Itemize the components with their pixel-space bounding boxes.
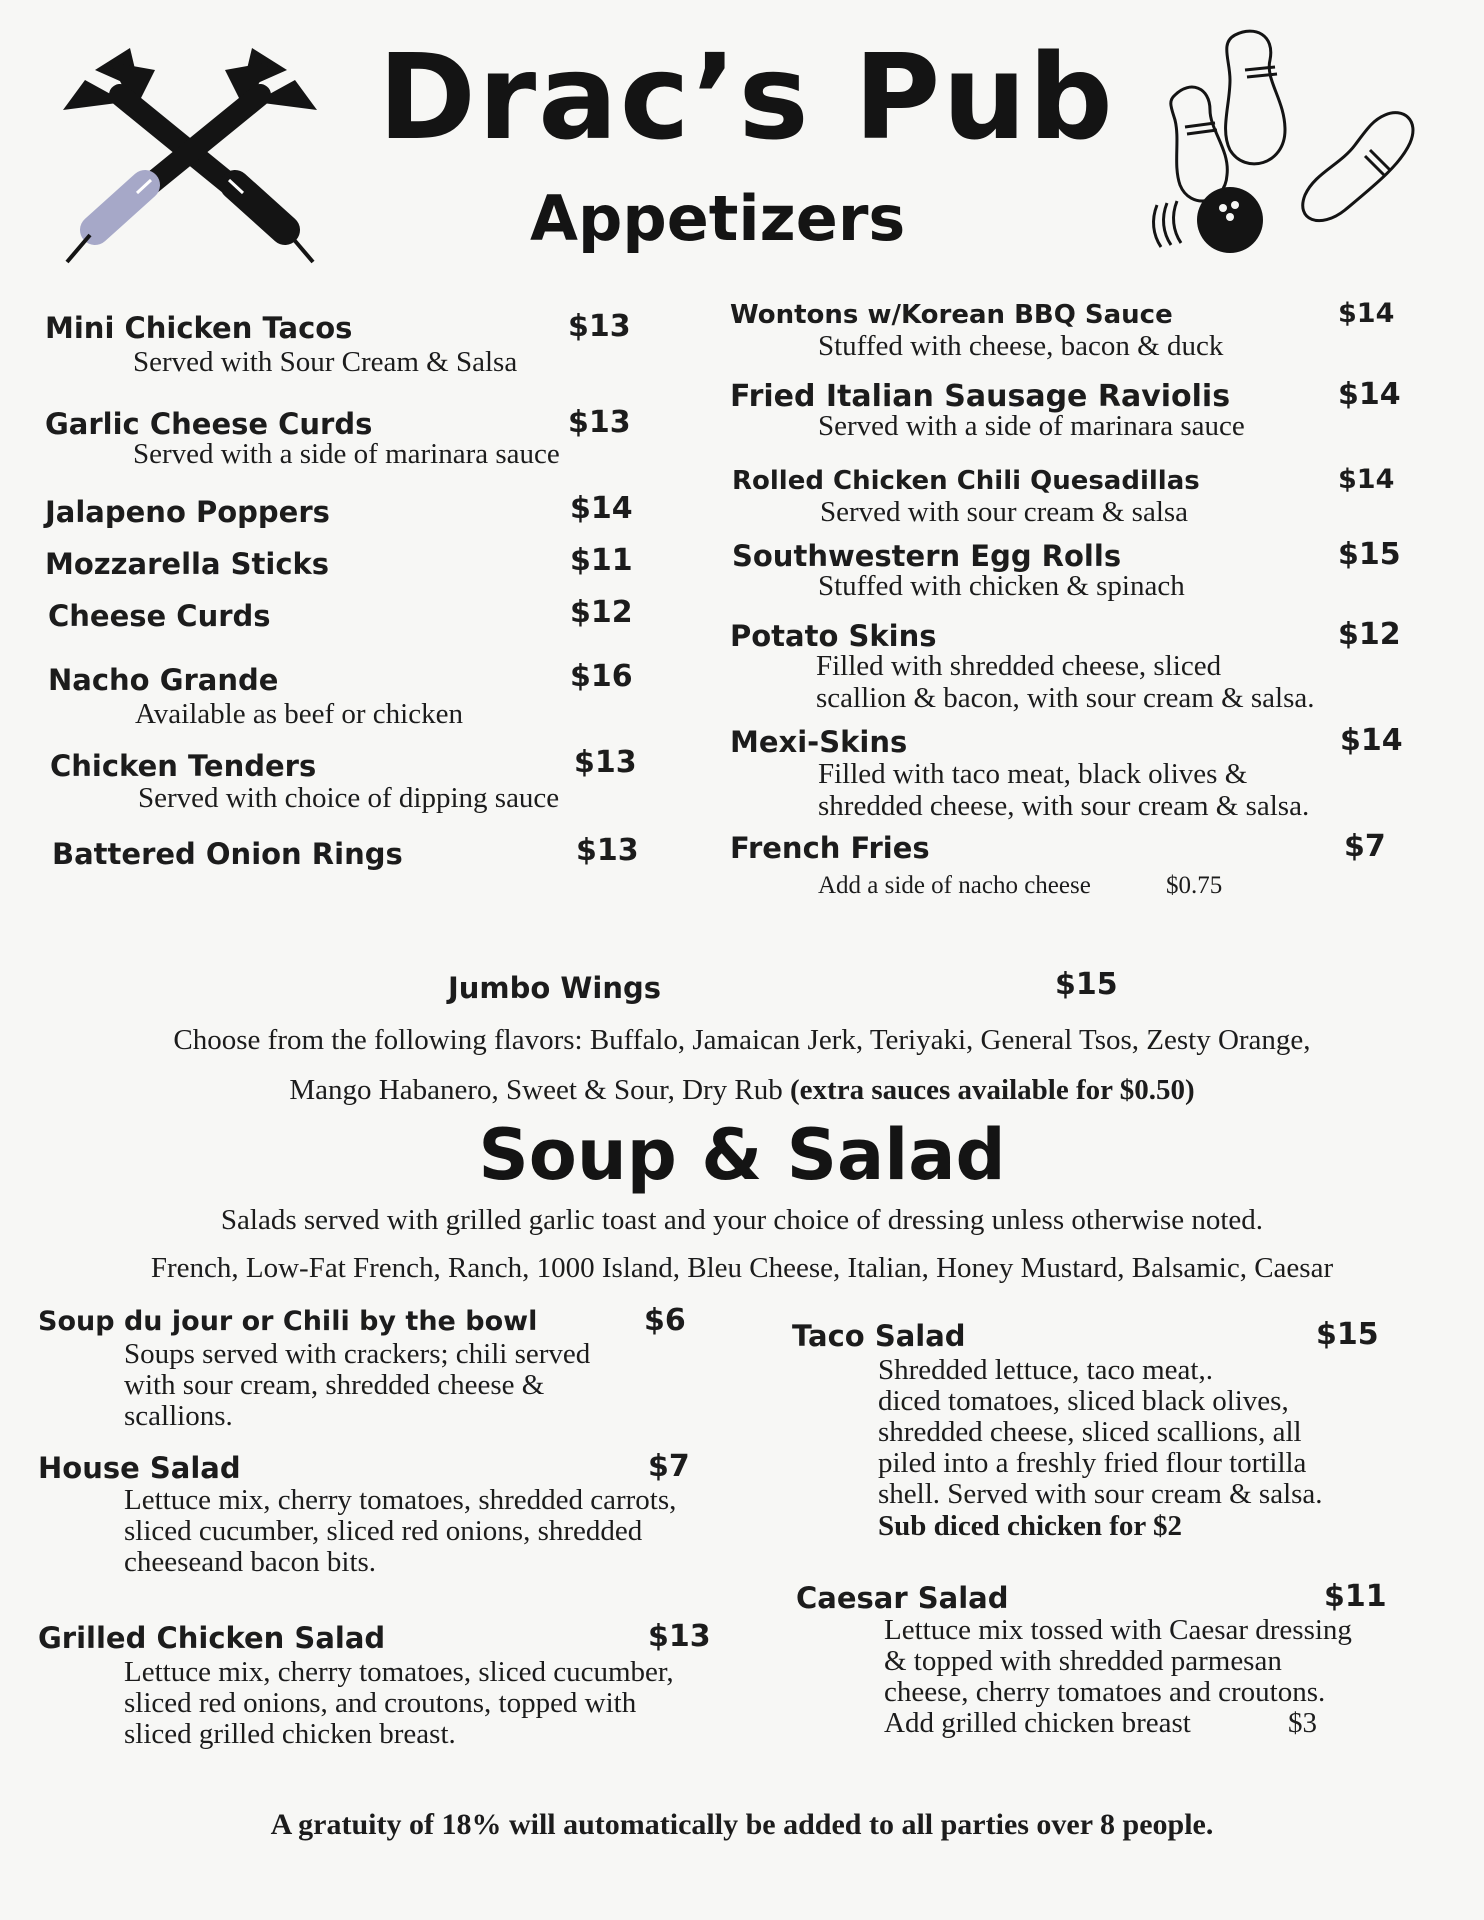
item-price: $13 xyxy=(574,745,637,780)
item-desc: & topped with shredded parmesan xyxy=(884,1645,1282,1677)
item-price: $6 xyxy=(644,1303,686,1338)
item-name: Wontons w/Korean BBQ Sauce xyxy=(730,300,1173,330)
item-name: Cheese Curds xyxy=(48,599,271,633)
item-name: Soup du jour or Chili by the bowl xyxy=(38,1306,538,1337)
item-name: House Salad xyxy=(38,1451,241,1485)
caesar-addon-price: $3 xyxy=(1288,1707,1317,1739)
item-price: $14 xyxy=(570,491,633,526)
item-desc: Served with a side of marinara sauce xyxy=(133,438,560,470)
item-price: $14 xyxy=(1338,298,1395,329)
dressing-list: French, Low-Fat French, Ranch, 1000 Island, Bleu Cheese, Italian, Honey Mustard, Balsamic, Caesar xyxy=(150,1252,1334,1284)
wings-flavors-2 xyxy=(0,1076,1484,1105)
item-name: Southwestern Egg Rolls xyxy=(732,539,1122,573)
item-name: Jalapeno Poppers xyxy=(45,495,330,529)
section-title-appetizers: Appetizers xyxy=(530,182,906,255)
caesar-addon: Add grilled chicken breast xyxy=(884,1707,1191,1739)
item-desc: Filled with taco meat, black olives & xyxy=(818,758,1248,790)
item-name: Rolled Chicken Chili Quesadillas xyxy=(732,466,1200,496)
crossed-darts-icon xyxy=(55,40,325,280)
section-title-soup-salad: Soup & Salad xyxy=(478,1114,1006,1196)
fries-addon-price: $0.75 xyxy=(1166,872,1223,899)
bowling-pins-ball-icon xyxy=(1135,25,1435,255)
item-desc: Available as beef or chicken xyxy=(135,698,463,730)
item-desc: Lettuce mix tossed with Caesar dressing xyxy=(884,1614,1352,1646)
salad-note: Salads served with grilled garlic toast and your choice of dressing unless otherwise noted. xyxy=(220,1204,1264,1236)
item-desc: scallion & bacon, with sour cream & salsa. xyxy=(816,682,1315,714)
item-price: $14 xyxy=(1338,464,1395,495)
item-name: Grilled Chicken Salad xyxy=(38,1621,386,1655)
item-desc: cheeseand bacon bits. xyxy=(124,1546,377,1578)
item-price: $7 xyxy=(1344,829,1386,864)
item-price: $16 xyxy=(570,659,633,694)
item-price: $15 xyxy=(1338,537,1401,572)
item-desc: piled into a freshly fried flour tortilla xyxy=(878,1447,1307,1479)
item-price: $13 xyxy=(648,1619,711,1654)
item-price: $11 xyxy=(1324,1579,1387,1614)
item-desc: diced tomatoes, sliced black olives, xyxy=(878,1385,1289,1417)
item-desc: scallions. xyxy=(124,1400,233,1432)
item-desc: Lettuce mix, cherry tomatoes, sliced cucumber, xyxy=(124,1656,674,1688)
item-desc: cheese, cherry tomatoes and croutons. xyxy=(884,1676,1326,1708)
taco-salad-sub: Sub diced chicken for $2 xyxy=(878,1510,1183,1542)
item-name: Chicken Tenders xyxy=(50,749,317,783)
fries-addon: Add a side of nacho cheese xyxy=(818,872,1091,899)
pub-title: Drac’s Pub xyxy=(378,28,1115,166)
wings-price: $15 xyxy=(1055,967,1118,1002)
item-name: Mini Chicken Tacos xyxy=(45,311,353,345)
gratuity-note: A gratuity of 18% will automatically be added to all parties over 8 people. xyxy=(270,1808,1214,1841)
item-desc: sliced grilled chicken breast. xyxy=(124,1718,456,1750)
item-name: Taco Salad xyxy=(792,1319,966,1353)
item-price: $14 xyxy=(1340,723,1403,758)
item-price: $13 xyxy=(576,833,639,868)
item-desc: shell. Served with sour cream & salsa. xyxy=(878,1478,1323,1510)
item-desc: sliced red onions, and croutons, topped with xyxy=(124,1687,637,1719)
item-desc: shredded cheese, sliced scallions, all xyxy=(878,1416,1302,1448)
item-desc: Served with a side of marinara sauce xyxy=(818,410,1245,442)
item-desc: Stuffed with cheese, bacon & duck xyxy=(818,330,1224,362)
item-desc: sliced cucumber, sliced red onions, shredded xyxy=(124,1515,643,1547)
item-desc: Lettuce mix, cherry tomatoes, shredded carrots, xyxy=(124,1484,677,1516)
extra-sauce-note: (extra sauces available for $0.50) xyxy=(790,1074,1195,1106)
item-price: $12 xyxy=(570,595,633,630)
item-desc: Filled with shredded cheese, sliced xyxy=(816,650,1222,682)
item-name: Fried Italian Sausage Raviolis xyxy=(730,379,1231,414)
item-desc: shredded cheese, with sour cream & salsa. xyxy=(818,790,1310,822)
wings-flavors: Choose from the following flavors: Buffalo, Jamaican Jerk, Teriyaki, General Tsos, Zesty Orange, xyxy=(173,1024,1311,1056)
item-price: $11 xyxy=(570,543,633,578)
item-name: French Fries xyxy=(730,831,930,865)
item-name: Nacho Grande xyxy=(48,663,279,697)
item-name: Mozzarella Sticks xyxy=(45,547,330,581)
item-name: Garlic Cheese Curds xyxy=(45,407,373,441)
item-price: $15 xyxy=(1316,1317,1379,1352)
item-name: Battered Onion Rings xyxy=(52,837,403,871)
item-price: $14 xyxy=(1338,377,1401,412)
wings-name: Jumbo Wings xyxy=(448,971,662,1005)
item-desc: Served with choice of dipping sauce xyxy=(138,782,560,814)
item-name: Mexi-Skins xyxy=(730,725,908,759)
item-name: Potato Skins xyxy=(730,619,937,653)
item-desc: Shredded lettuce, taco meat,. xyxy=(878,1354,1213,1386)
item-desc: Stuffed with chicken & spinach xyxy=(818,570,1185,602)
item-desc: Served with sour cream & salsa xyxy=(820,496,1189,528)
item-desc: Served with Sour Cream & Salsa xyxy=(133,346,518,378)
item-desc: with sour cream, shredded cheese & xyxy=(124,1369,545,1401)
item-name: Caesar Salad xyxy=(796,1581,1009,1615)
item-price: $12 xyxy=(1338,617,1401,652)
item-desc: Soups served with crackers; chili served xyxy=(124,1338,591,1370)
item-price: $13 xyxy=(568,405,631,440)
wings-flavors-2-text: Mango Habanero, Sweet & Sour, Dry Rub xyxy=(289,1074,783,1106)
item-price: $7 xyxy=(648,1449,690,1484)
item-price: $13 xyxy=(568,309,631,344)
